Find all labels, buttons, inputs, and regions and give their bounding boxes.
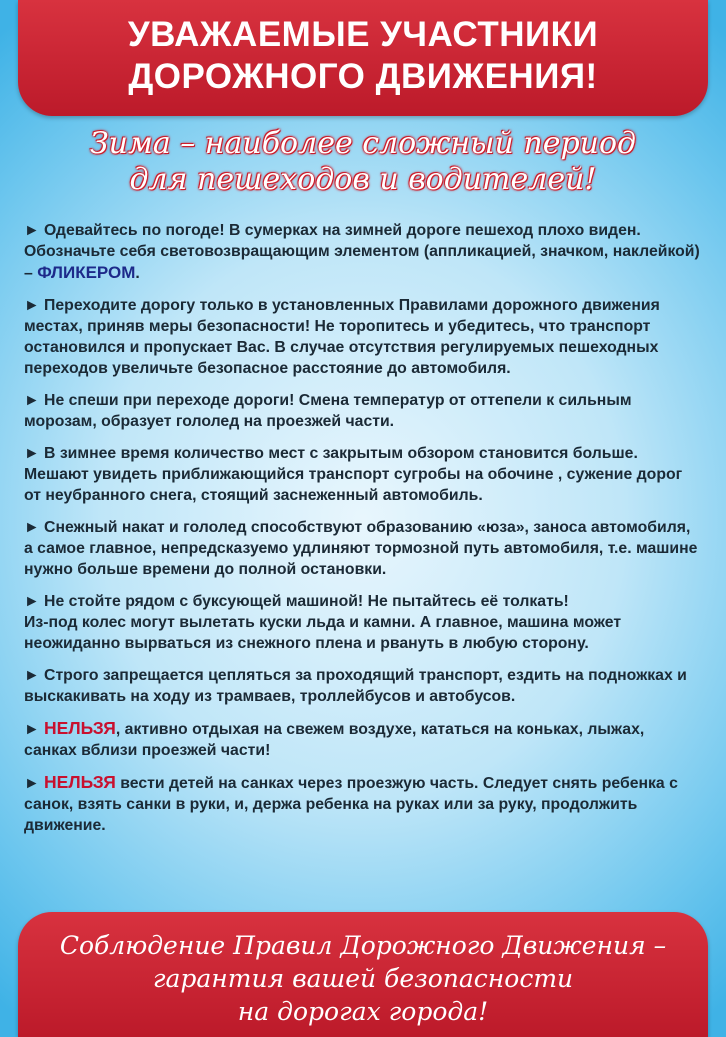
bullet-arrow-icon: ► (24, 222, 40, 239)
bullet-arrow-icon: ► (24, 721, 40, 738)
bullet-arrow-icon: ► (24, 519, 40, 536)
header-banner (18, 0, 708, 116)
bullet-arrow-icon: ► (24, 297, 40, 314)
bullet-arrow-icon: ► (24, 593, 40, 610)
header-title-line-2: ДОРОЖНОГО ДВИЖЕНИЯ! (128, 57, 598, 96)
advice-item-ice: ► Не спеши при переходе дороги! Смена температур от оттепели к сильным морозам, образует гололед на проезжей части. (24, 392, 632, 430)
subtitle (0, 126, 726, 198)
advice-item-hitching: ► Строго запрещается цепляться за проходящий транспорт, ездить на подножках и выскакивать на ходу из трамваев, троллейбусов и автобусов. (24, 667, 687, 705)
advice-item-skid: ► Снежный накат и гололед способствуют образованию «юза», заноса автомобиля, а самое главное, непредсказуемо удлиняют тормозной путь автомобиля, т.е. машине нужно больше времени до полной остановки. (24, 519, 698, 578)
advice-item-stuck-car: ► Не стойте рядом с буксующей машиной! Не пытайтесь её толкать! Из-под колес могут вылетать куски льда и камни. А главное, машина может неожиданно вырваться из снежного плена и рвануть в любую сторону. (24, 593, 622, 652)
bullet-arrow-icon: ► (24, 667, 40, 684)
footer-line-2: гарантия вашей безопасности (152, 964, 574, 993)
advice-item-visibility: ► В зимнее время количество мест с закрытым обзором становится больше. Мешают увидеть приближающийся транспорт сугробы на обочине , сужение дорог от неубранного снега, стоящий заснеженный автомобиль. (24, 445, 683, 504)
advice-item-crossing: ► Переходите дорогу только в установленных Правилами дорожного движения местах, приняв меры безопасности! Не торопитесь и убедитесь, что транспорт остановился и пропускает Вас. В случае отсутствия регулируемых пешеходных переходов увеличьте безопасное расстояние до автомобиля. (24, 297, 660, 377)
bullet-arrow-icon: ► (24, 392, 40, 409)
footer-banner (18, 912, 708, 1037)
subtitle-line-1: Зима – наиболее сложный период (89, 126, 637, 161)
footer-line-1: Соблюдение Правил Дорожного Движения – (59, 931, 667, 960)
subtitle-line-2: для пешеходов и водителей! (129, 162, 597, 197)
bullet-arrow-icon: ► (24, 775, 40, 792)
warning-word: НЕЛЬЗЯ (44, 772, 116, 792)
advice-item-sledding: ► НЕЛЬЗЯ, активно отдыхая на свежем воздухе, кататься на коньках, лыжах, санках вблизи проезжей части! (24, 718, 645, 759)
flicker-highlight: ФЛИКЕРОМ (37, 263, 136, 282)
bullet-arrow-icon: ► (24, 445, 40, 462)
advice-list (24, 220, 700, 847)
advice-item-clothing: ► Одевайтесь по погоде! В сумерках на зимней дороге пешеход плохо виден. Обозначьте себя световозвращающим элементом (аппликацией, значком, наклейкой) – ФЛИКЕРОМ. (24, 222, 700, 282)
footer-line-3: на дорогах города! (237, 997, 489, 1026)
header-title-line-1: УВАЖАЕМЫЕ УЧАСТНИКИ (127, 15, 599, 54)
advice-item-children: ► НЕЛЬЗЯ вести детей на санках через проезжую часть. Следует снять ребенка с санок, взять санки в руки, и, держа ребенка на руках или за руку, продолжить движение. (24, 772, 678, 834)
warning-word: НЕЛЬЗЯ (44, 718, 116, 738)
